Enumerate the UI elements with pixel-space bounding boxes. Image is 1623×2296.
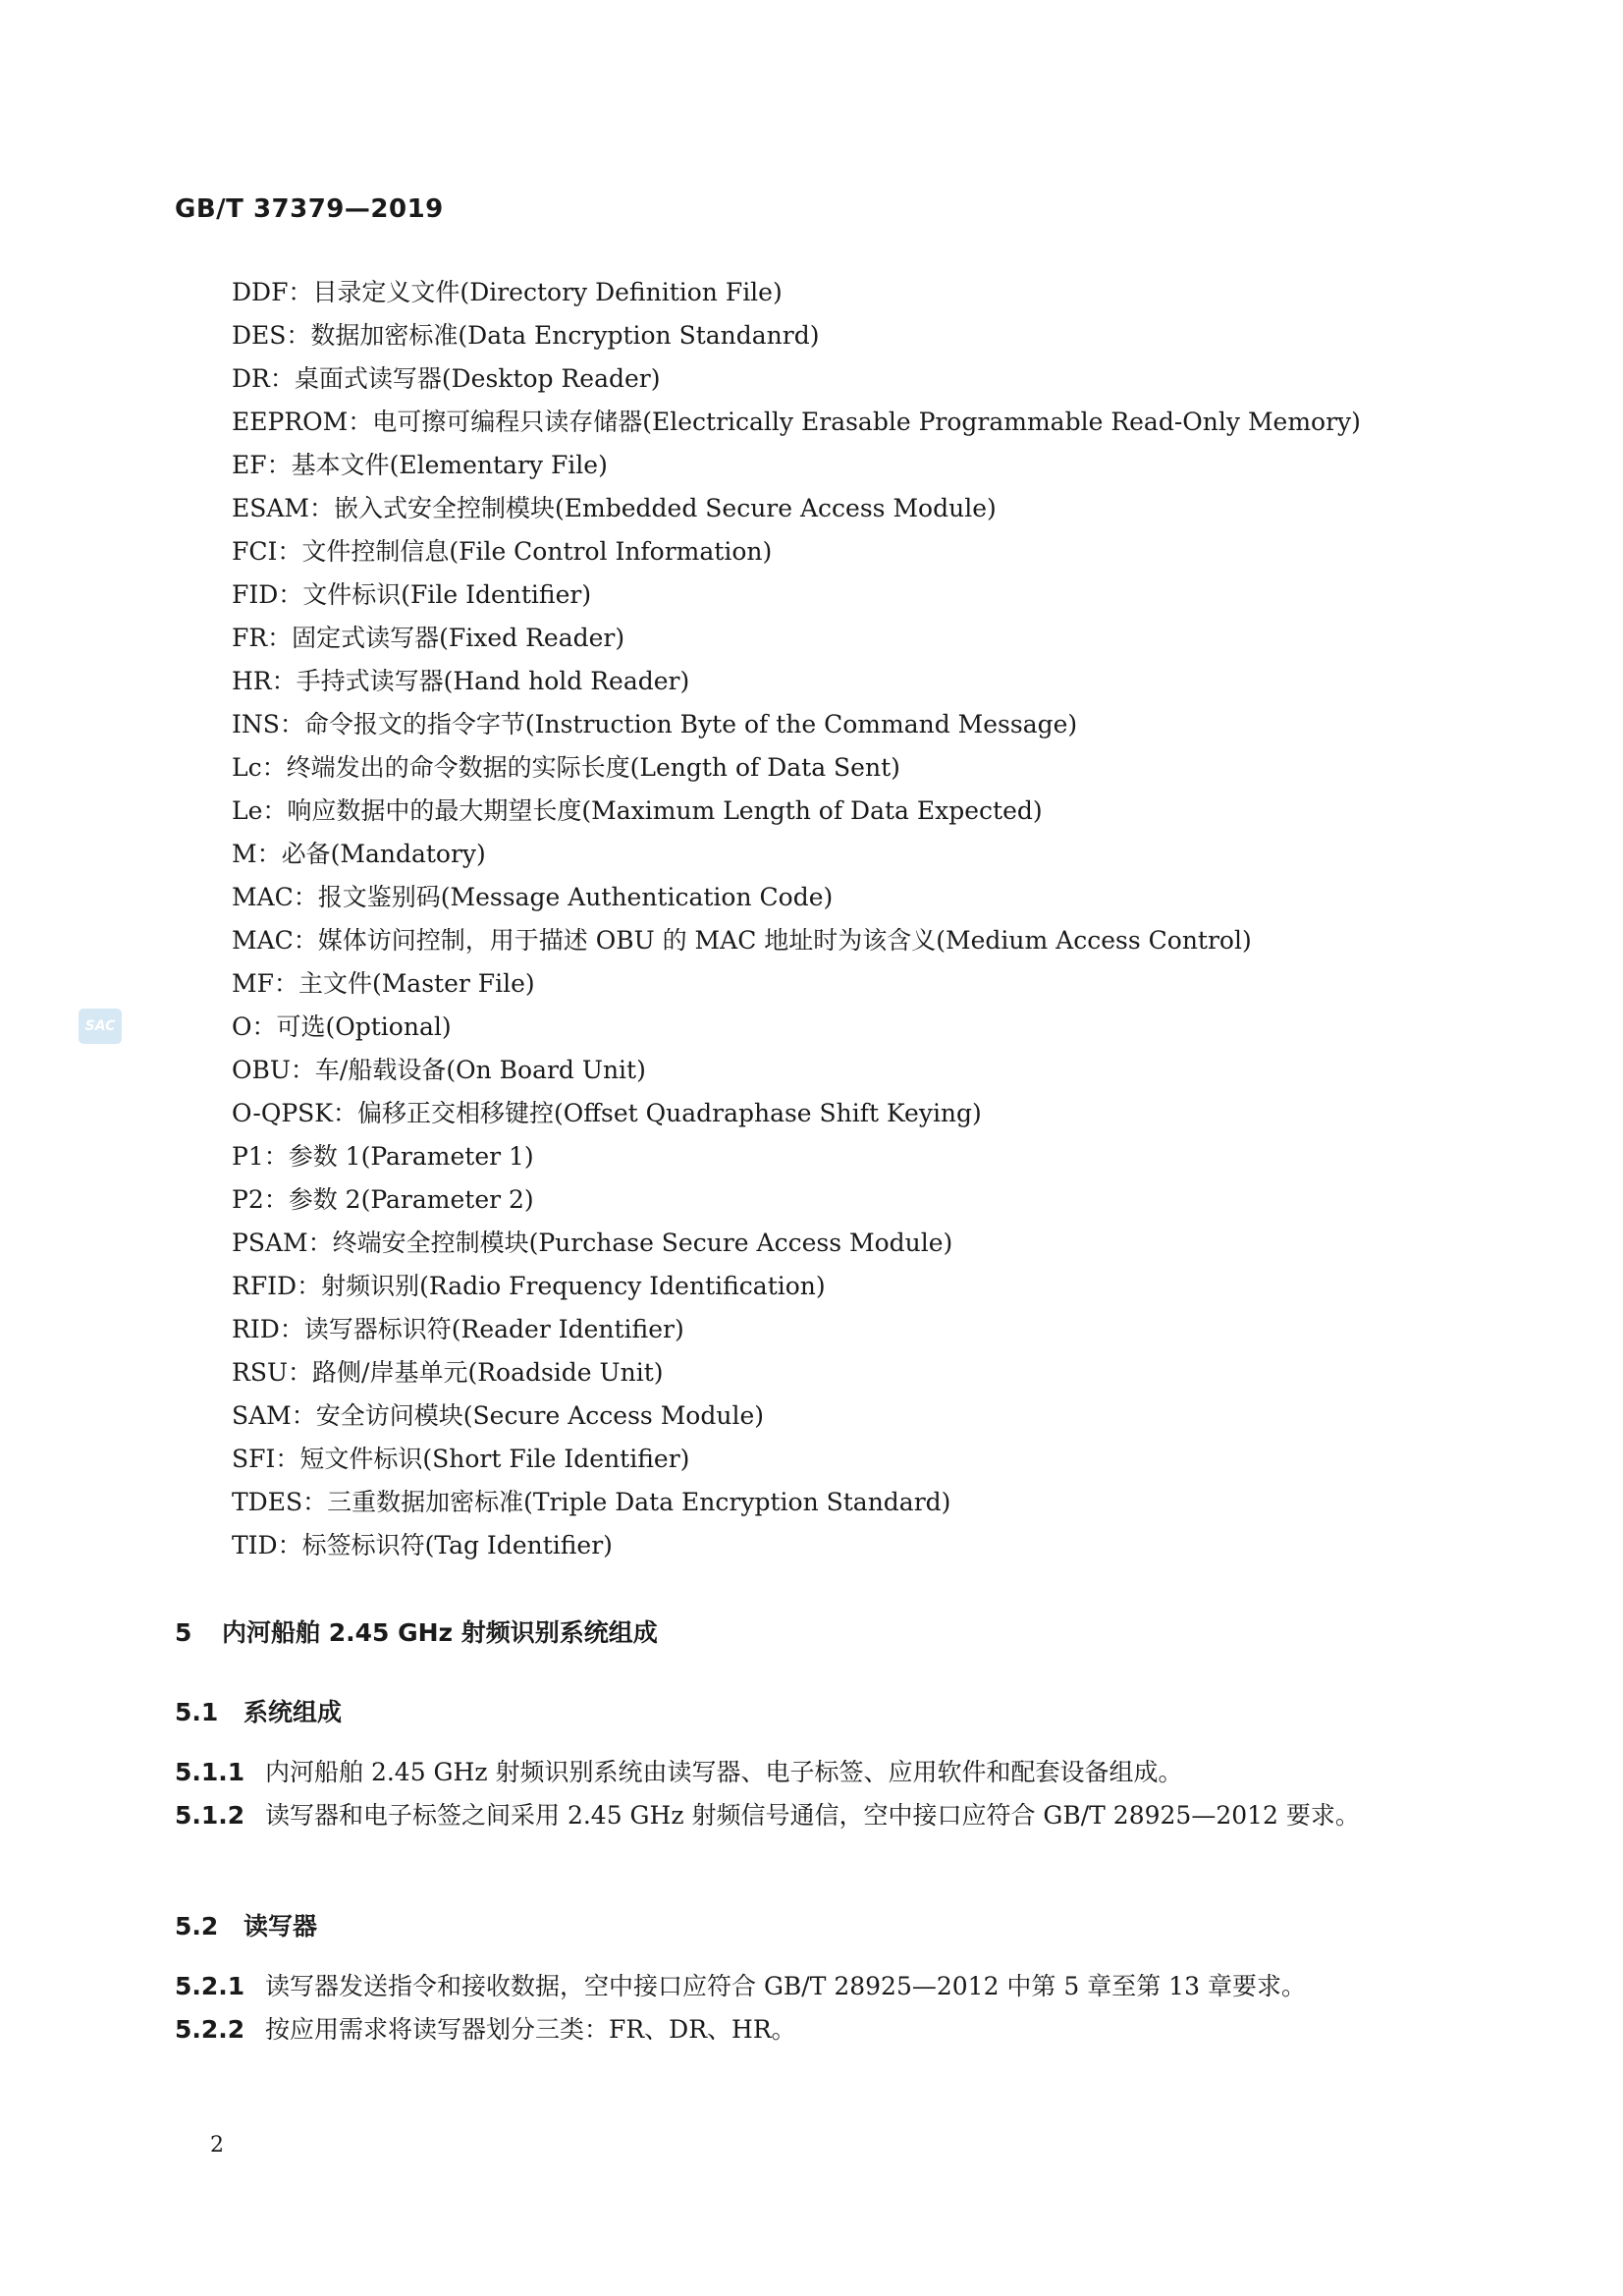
abbreviation-item: FR：固定式读写器(Fixed Reader) [232, 624, 625, 652]
abbreviation-item: MAC：媒体访问控制，用于描述 OBU 的 MAC 地址时为该含义(Medium Access Control) [232, 926, 1252, 955]
clause-number: 5.1.2 [175, 1801, 245, 1830]
clause-5-1-2 [175, 1794, 1451, 1837]
clause-5-2-1 [175, 1965, 1306, 2008]
section-5-heading [175, 1613, 658, 1649]
abbreviation-item: RSU：路侧/岸基单元(Roadside Unit) [232, 1358, 664, 1387]
clause-text: 按应用需求将读写器划分三类：FR、DR、HR。 [265, 2015, 796, 2044]
abbreviation-item: FID：文件标识(File Identifier) [232, 580, 592, 609]
abbreviation-item: Le：响应数据中的最大期望长度(Maximum Length of Data Expected) [232, 796, 1043, 825]
clause-number: 5.2.2 [175, 2015, 245, 2044]
section-5-2-heading [175, 1907, 317, 1942]
abbreviation-item: FCI：文件控制信息(File Control Information) [232, 537, 773, 566]
abbreviation-item: RFID：射频识别(Radio Frequency Identification) [232, 1272, 826, 1300]
clause-5-2-2 [175, 2008, 796, 2051]
abbreviation-item: P1：参数 1(Parameter 1) [232, 1142, 534, 1171]
abbreviation-item: DES：数据加密标准(Data Encryption Standanrd) [232, 321, 820, 350]
abbreviation-item: HR：手持式读写器(Hand hold Reader) [232, 667, 690, 695]
section-number: 5 [175, 1618, 192, 1647]
abbreviation-item: O：可选(Optional) [232, 1012, 452, 1041]
abbreviation-item: Lc：终端发出的命令数据的实际长度(Length of Data Sent) [232, 753, 900, 782]
abbreviation-item: DR：桌面式读写器(Desktop Reader) [232, 364, 661, 393]
abbreviation-item: O-QPSK：偏移正交相移键控(Offset Quadraphase Shift Keying) [232, 1099, 982, 1127]
abbreviation-list [232, 271, 1361, 1567]
abbreviation-item: INS：命令报文的指令字节(Instruction Byte of the Command Message) [232, 710, 1078, 738]
clause-text: 读写器发送指令和接收数据，空中接口应符合 GB/T 28925—2012 中第 5 章至第 13 章要求。 [265, 1972, 1306, 2000]
abbreviation-item: RID：读写器标识符(Reader Identifier) [232, 1315, 684, 1343]
abbreviation-item: EEPROM：电可擦可编程只读存储器(Electrically Erasable Programmable Read-Only Memory) [232, 408, 1361, 436]
clause-number: 5.1.1 [175, 1758, 245, 1786]
abbreviation-item: TID：标签标识符(Tag Identifier) [232, 1531, 613, 1559]
section-number: 5.2 [175, 1912, 219, 1941]
abbreviation-item: TDES：三重数据加密标准(Triple Data Encryption Standard) [232, 1488, 951, 1516]
clause-number: 5.2.1 [175, 1972, 245, 2000]
clause-text: 内河船舶 2.45 GHz 射频识别系统由读写器、电子标签、应用软件和配套设备组成。 [265, 1758, 1183, 1786]
standard-number-header: GB/T 37379—2019 [175, 194, 444, 224]
section-number: 5.1 [175, 1698, 219, 1726]
abbreviation-item: MF：主文件(Master File) [232, 969, 535, 998]
clause-5-1-1 [175, 1751, 1182, 1794]
abbreviation-item: PSAM：终端安全控制模块(Purchase Secure Access Module) [232, 1229, 953, 1257]
sac-watermark-logo: SAC [79, 1009, 122, 1044]
clause-text: 读写器和电子标签之间采用 2.45 GHz 射频信号通信，空中接口应符合 GB/T 28925—2012 要求。 [265, 1801, 1360, 1830]
abbreviation-item: SAM：安全访问模块(Secure Access Module) [232, 1401, 765, 1430]
abbreviation-item: OBU：车/船载设备(On Board Unit) [232, 1056, 646, 1084]
section-title: 系统组成 [243, 1698, 343, 1726]
abbreviation-item: EF：基本文件(Elementary File) [232, 451, 608, 479]
page-number: 2 [210, 2133, 224, 2158]
section-title: 内河船舶 2.45 GHz 射频识别系统组成 [222, 1618, 658, 1647]
abbreviation-item: ESAM：嵌入式安全控制模块(Embedded Secure Access Module) [232, 494, 997, 522]
abbreviation-item: DDF：目录定义文件(Directory Definition File) [232, 278, 783, 306]
abbreviation-item: MAC：报文鉴别码(Message Authentication Code) [232, 883, 834, 911]
abbreviation-item: SFI：短文件标识(Short File Identifier) [232, 1445, 690, 1473]
abbreviation-item: P2：参数 2(Parameter 2) [232, 1185, 534, 1214]
section-5-1-heading [175, 1693, 342, 1728]
abbreviation-item: M：必备(Mandatory) [232, 840, 486, 868]
section-title: 读写器 [243, 1912, 318, 1941]
